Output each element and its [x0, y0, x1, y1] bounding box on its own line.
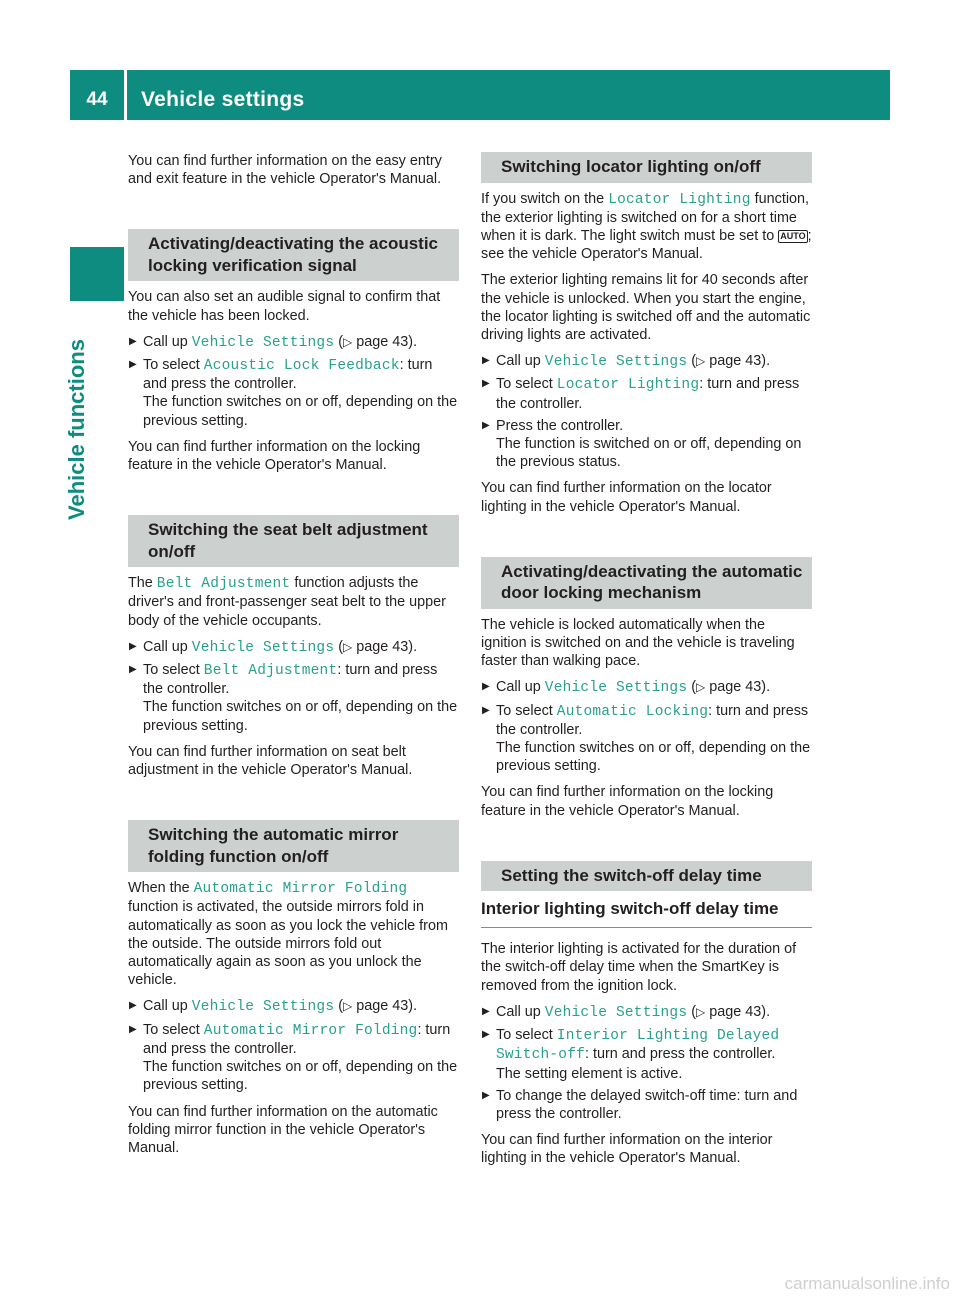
menu-ref: Vehicle Settings: [544, 680, 688, 697]
menu-ref: Belt Adjustment: [203, 663, 338, 680]
triangle-right-icon: ▶: [482, 355, 490, 367]
page-number: 44: [86, 89, 108, 110]
triangle-ref-icon: ▷: [343, 334, 353, 349]
header-divider: [124, 70, 127, 120]
section-heading-locator: Switching locator lighting on/off: [481, 152, 812, 183]
paragraph: When the Automatic Mirror Folding function is activated, the outside mirrors fold in automatically as soon as you lock the vehicle from the outside. The outside mirrors fold out automatically again as soon as you unlock the vehicle.: [128, 880, 448, 989]
side-tab-label: Vehicle functions: [64, 339, 89, 520]
paragraph: You can also set an audible signal to confirm that the vehicle has been locked.: [128, 289, 441, 324]
menu-ref: Vehicle Settings: [544, 1004, 688, 1021]
step-item: ▶ To select Acoustic Lock Feedback: turn and press the controller. The function switches on or off, depending on the previous setting.: [129, 357, 458, 429]
left-column: [128, 152, 459, 1165]
step-item: ▶ To select Locator Lighting: turn and press the controller.: [482, 376, 800, 412]
step-list: [481, 678, 812, 775]
menu-ref: Automatic Locking: [556, 703, 709, 720]
paragraph: The exterior lighting remains lit for 40 seconds after the vehicle is unlocked. When you start the engine, the locator lighting is switched off and the automatic driving lights are activated.: [481, 272, 811, 343]
step-note: The function switches on or off, depending on the previous setting.: [143, 1059, 458, 1094]
triangle-right-icon: ▶: [482, 378, 490, 390]
section-heading-delay: Setting the switch-off delay time: [481, 861, 812, 892]
step-list: [128, 997, 459, 1094]
step-item: ▶ To select Interior Lighting Delayed Switch-off: turn and press the controller. The setting element is active.: [482, 1027, 780, 1082]
menu-ref: Locator Lighting: [556, 377, 700, 394]
triangle-right-icon: ▶: [129, 664, 137, 676]
step-item: ▶ Call up Vehicle Settings (▷ page 43).: [482, 353, 771, 371]
paragraph: You can find further information on seat belt adjustment in the vehicle Operator's Manual.: [128, 743, 413, 779]
paragraph: You can find further information on the locking feature in the vehicle Operator's Manual.: [481, 784, 774, 819]
menu-ref: Interior Lighting Delayed Switch-off: [496, 1028, 780, 1064]
paragraph: The interior lighting is activated for the duration of the switch-off delay time when the SmartKey is removed from the ignition lock.: [481, 941, 797, 994]
triangle-right-icon: ▶: [129, 1000, 137, 1012]
paragraph: You can find further information on the interior lighting in the vehicle Operator's Manual.: [481, 1132, 773, 1167]
triangle-ref-icon: ▷: [696, 354, 706, 369]
menu-ref: Vehicle Settings: [191, 639, 335, 656]
paragraph: You can find further information on the locking feature in the vehicle Operator's Manual.: [128, 438, 421, 474]
step-list: [128, 333, 459, 430]
triangle-right-icon: ▶: [482, 1005, 490, 1017]
section-heading-doorlock: Activating/deactivating the automatic door locking mechanism: [481, 557, 812, 609]
step-item: ▶ Press the controller. The function is switched on or off, depending on the previous status.: [482, 417, 802, 471]
auto-switch-icon: AUTO: [780, 230, 806, 241]
step-item: ▶ To change the delayed switch-off time: turn and press the controller.: [482, 1087, 798, 1122]
paragraph: You can find further information on the automatic folding mirror function in the vehicle Operator's Manual.: [128, 1103, 438, 1156]
triangle-ref-icon: ▷: [343, 639, 353, 654]
menu-ref: Automatic Mirror Folding: [203, 1022, 418, 1039]
paragraph: You can find further information on the locator lighting in the vehicle Operator's Manual.: [481, 480, 772, 515]
step-item: ▶ To select Automatic Mirror Folding: turn and press the controller. The function switches on or off, depending on the previous setting.: [129, 1021, 458, 1094]
step-item: ▶ To select Belt Adjustment: turn and press the controller. The function switches on or off, depending on the previous setting.: [129, 662, 458, 734]
triangle-ref-icon: ▷: [696, 680, 706, 695]
triangle-right-icon: ▶: [482, 419, 490, 431]
triangle-right-icon: ▶: [129, 640, 137, 652]
right-column: [481, 152, 812, 1176]
menu-ref: Vehicle Settings: [191, 999, 335, 1016]
step-item: ▶ Call up Vehicle Settings (▷ page 43).: [482, 679, 771, 697]
paragraph: The Belt Adjustment function adjusts the driver's and front-passenger seat belt to the upper body of the vehicle occupants.: [128, 575, 446, 629]
subheading-interior-delay: Interior lighting switch-off delay time: [481, 898, 812, 928]
menu-ref: Acoustic Lock Feedback: [203, 358, 400, 375]
section-heading-mirror: Switching the automatic mirror folding function on/off: [128, 820, 459, 872]
triangle-ref-icon: ▷: [343, 999, 353, 1014]
menu-ref: Belt Adjustment: [156, 576, 291, 593]
triangle-right-icon: ▶: [129, 335, 137, 347]
triangle-right-icon: ▶: [482, 681, 490, 693]
triangle-right-icon: ▶: [482, 1029, 490, 1041]
watermark-link[interactable]: carmanualsonline.info: [784, 1274, 950, 1293]
section-heading-seatbelt: Switching the seat belt adjustment on/off: [128, 515, 459, 567]
step-note: The function switches on or off, depending on the previous setting.: [143, 394, 458, 429]
step-item: ▶ Call up Vehicle Settings (▷ page 43).: [129, 638, 418, 656]
step-note: The setting element is active.: [496, 1065, 683, 1082]
step-item: ▶ Call up Vehicle Settings (▷ page 43).: [129, 998, 418, 1016]
paragraph: If you switch on the Locator Lighting function, the exterior lighting is switched on for a short time when it is dark. The light switch must be set to AUTO ; see the vehicle Operator's Manual.: [481, 190, 812, 263]
intro-paragraph: You can find further information on the easy entry and exit feature in the vehicle Operator's Manual.: [128, 153, 442, 188]
triangle-right-icon: ▶: [129, 359, 137, 371]
step-list: [128, 638, 459, 735]
paragraph: The vehicle is locked automatically when the ignition is switched on and the vehicle is traveling faster than walking pace.: [481, 616, 795, 670]
menu-ref: Vehicle Settings: [191, 334, 335, 351]
triangle-right-icon: ▶: [482, 1089, 490, 1101]
step-item: ▶ To select Automatic Locking: turn and press the controller. The function switches on or off, depending on the previous setting.: [482, 702, 811, 775]
step-item: ▶ Call up Vehicle Settings (▷ page 43).: [482, 1003, 771, 1021]
page-title: Vehicle settings: [141, 88, 305, 111]
step-note: The function switches on or off, depending on the previous setting.: [496, 739, 811, 775]
step-item: ▶ Call up Vehicle Settings (▷ page 43).: [129, 333, 418, 351]
triangle-right-icon: ▶: [129, 1023, 137, 1035]
step-list: [481, 352, 812, 471]
section-heading-acoustic: Activating/deactivating the acoustic locking verification signal: [128, 229, 459, 281]
section-marker-block: [70, 247, 124, 301]
menu-ref: Automatic Mirror Folding: [193, 881, 408, 898]
step-list: [481, 1003, 812, 1123]
step-note: The function is switched on or off, depending on the previous status.: [496, 435, 802, 471]
menu-ref: Vehicle Settings: [544, 354, 688, 371]
triangle-ref-icon: ▷: [696, 1004, 706, 1019]
step-note: The function switches on or off, depending on the previous setting.: [143, 699, 458, 734]
menu-ref: Locator Lighting: [608, 191, 751, 208]
triangle-right-icon: ▶: [482, 704, 490, 716]
